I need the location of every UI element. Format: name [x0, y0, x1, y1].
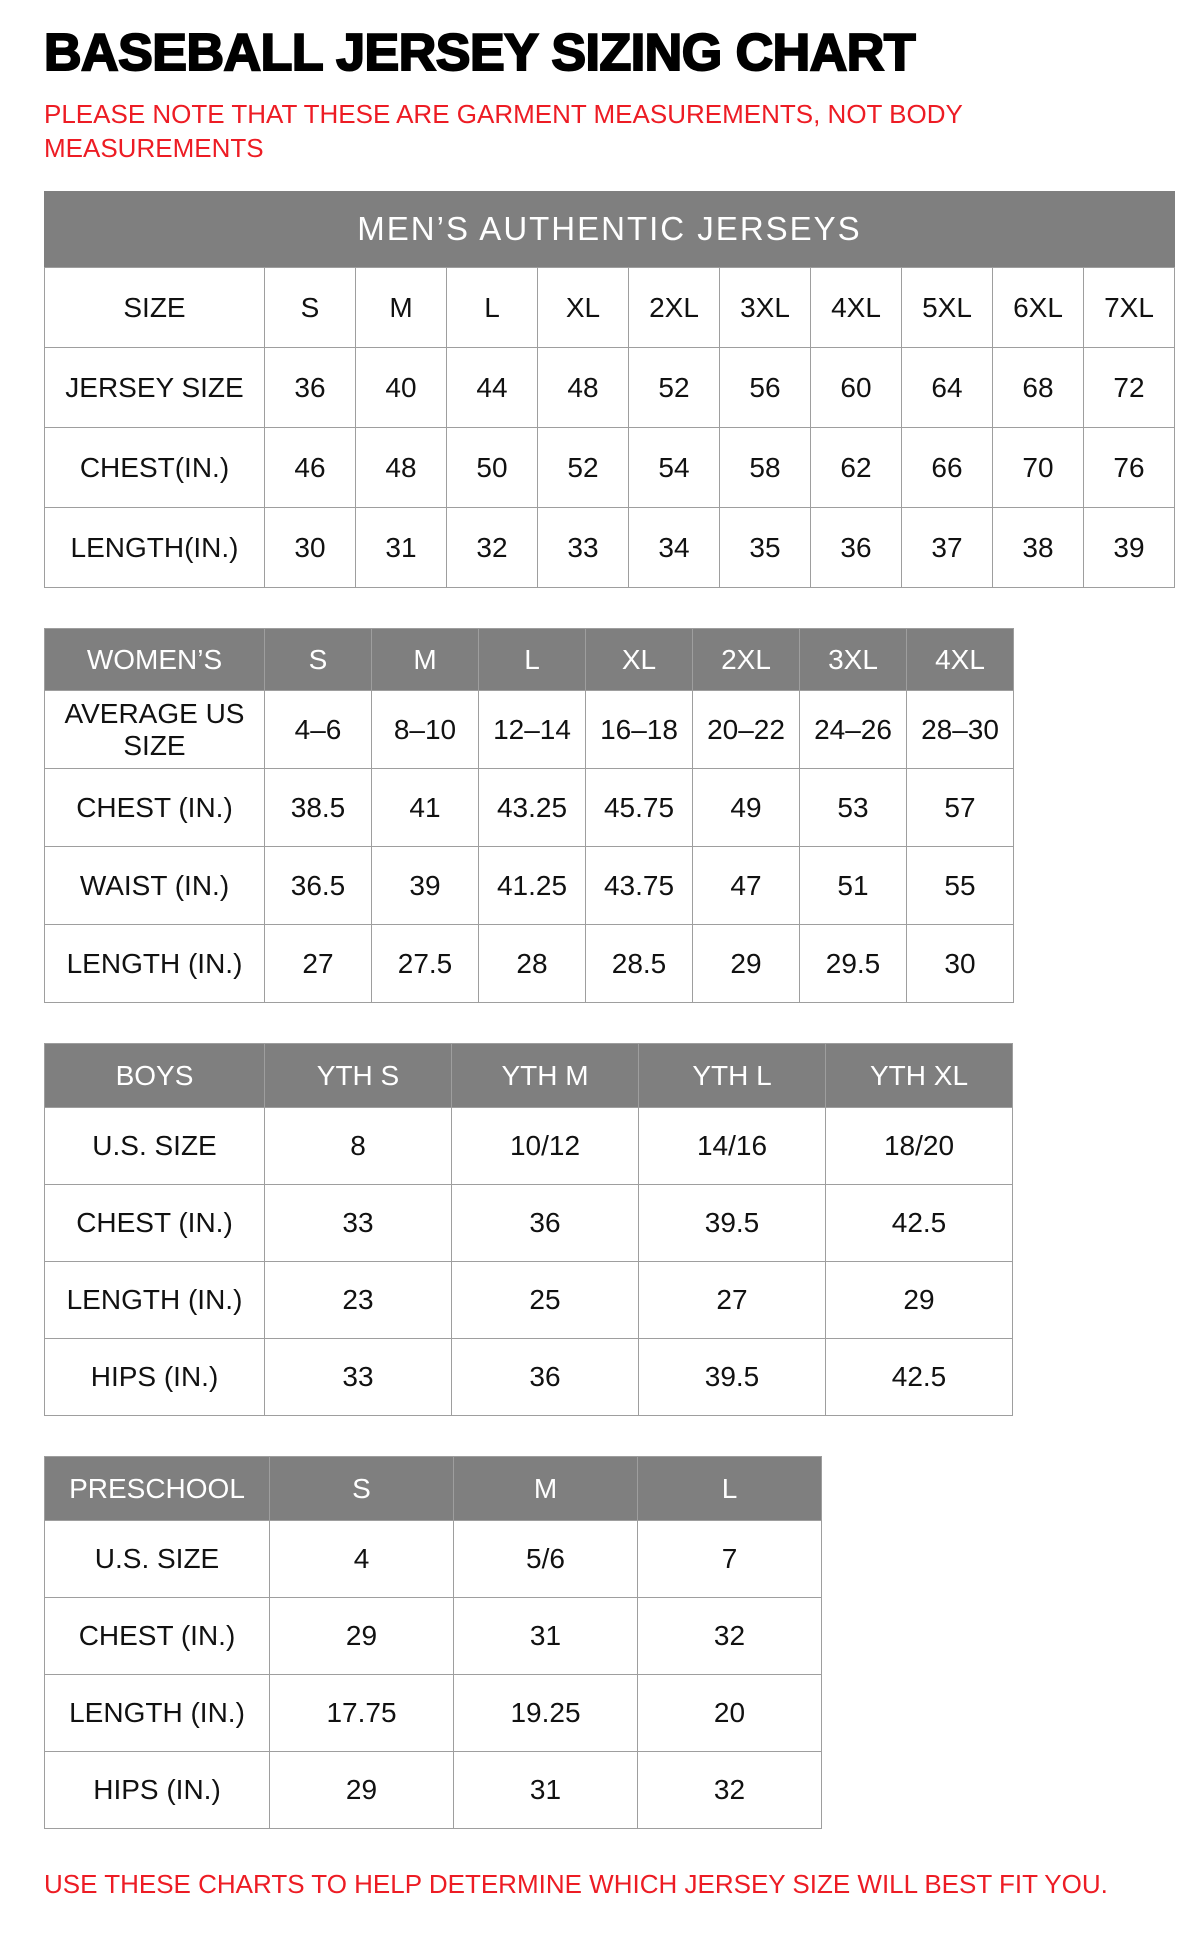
boys-header-cell: YTH M: [452, 1044, 639, 1108]
boys-value-cell: 42.5: [826, 1339, 1013, 1416]
mens-value-cell: 66: [902, 428, 993, 508]
mens-table-row: [45, 508, 1175, 588]
mens-row-label: LENGTH(IN.): [45, 508, 265, 588]
womens-row-label: WAIST (IN.): [45, 847, 265, 925]
boys-table-row: [45, 1185, 1013, 1262]
boys-value-cell: 18/20: [826, 1108, 1013, 1185]
womens-row-label: LENGTH (IN.): [45, 925, 265, 1003]
mens-value-cell: 60: [811, 348, 902, 428]
preschool-value-cell: 31: [454, 1598, 638, 1675]
womens-header-row: [45, 629, 1014, 691]
womens-value-cell: 27: [265, 925, 372, 1003]
boys-header-label: BOYS: [45, 1044, 265, 1108]
womens-header-cell: 4XL: [907, 629, 1014, 691]
boys-jerseys-table: [44, 1043, 1013, 1416]
mens-table-row: [45, 428, 1175, 508]
preschool-table-row: [45, 1752, 822, 1829]
womens-value-cell: 29.5: [800, 925, 907, 1003]
womens-header-cell: L: [479, 629, 586, 691]
mens-table-row: [45, 268, 1175, 348]
mens-row-label: SIZE: [45, 268, 265, 348]
mens-value-cell: 48: [538, 348, 629, 428]
preschool-value-cell: 4: [270, 1521, 454, 1598]
mens-value-cell: 68: [993, 348, 1084, 428]
womens-value-cell: 30: [907, 925, 1014, 1003]
mens-value-cell: M: [356, 268, 447, 348]
womens-value-cell: 43.25: [479, 769, 586, 847]
womens-header-cell: M: [372, 629, 479, 691]
womens-value-cell: 12–14: [479, 691, 586, 769]
womens-value-cell: 47: [693, 847, 800, 925]
womens-header-cell: 3XL: [800, 629, 907, 691]
boys-value-cell: 33: [265, 1185, 452, 1262]
mens-value-cell: 5XL: [902, 268, 993, 348]
boys-table-row: [45, 1108, 1013, 1185]
preschool-value-cell: 20: [638, 1675, 822, 1752]
preschool-header-cell: L: [638, 1457, 822, 1521]
preschool-value-cell: 5/6: [454, 1521, 638, 1598]
mens-value-cell: S: [265, 268, 356, 348]
boys-table-row: [45, 1339, 1013, 1416]
boys-value-cell: 39.5: [639, 1339, 826, 1416]
womens-row-label: AVERAGE US SIZE: [45, 691, 265, 769]
womens-table-row: [45, 769, 1014, 847]
preschool-header-label: PRESCHOOL: [45, 1457, 270, 1521]
preschool-row-label: CHEST (IN.): [45, 1598, 270, 1675]
mens-value-cell: 40: [356, 348, 447, 428]
womens-value-cell: 16–18: [586, 691, 693, 769]
boys-row-label: LENGTH (IN.): [45, 1262, 265, 1339]
mens-sizing-table: [44, 267, 1175, 588]
boys-value-cell: 39.5: [639, 1185, 826, 1262]
mens-value-cell: XL: [538, 268, 629, 348]
preschool-header-row: [45, 1457, 822, 1521]
preschool-value-cell: 17.75: [270, 1675, 454, 1752]
womens-value-cell: 36.5: [265, 847, 372, 925]
boys-value-cell: 29: [826, 1262, 1013, 1339]
preschool-table-row: [45, 1675, 822, 1752]
mens-value-cell: 36: [811, 508, 902, 588]
boys-value-cell: 8: [265, 1108, 452, 1185]
womens-value-cell: 53: [800, 769, 907, 847]
mens-value-cell: 36: [265, 348, 356, 428]
mens-row-label: CHEST(IN.): [45, 428, 265, 508]
mens-row-label: JERSEY SIZE: [45, 348, 265, 428]
mens-value-cell: 32: [447, 508, 538, 588]
womens-value-cell: 39: [372, 847, 479, 925]
mens-value-cell: 54: [629, 428, 720, 508]
preschool-table-row: [45, 1598, 822, 1675]
mens-value-cell: 39: [1084, 508, 1175, 588]
mens-value-cell: 48: [356, 428, 447, 508]
preschool-value-cell: 31: [454, 1752, 638, 1829]
preschool-value-cell: 32: [638, 1598, 822, 1675]
womens-table-row: [45, 691, 1014, 769]
mens-value-cell: 38: [993, 508, 1084, 588]
boys-value-cell: 36: [452, 1185, 639, 1262]
mens-value-cell: 52: [629, 348, 720, 428]
boys-value-cell: 10/12: [452, 1108, 639, 1185]
preschool-value-cell: 29: [270, 1598, 454, 1675]
mens-value-cell: 34: [629, 508, 720, 588]
womens-value-cell: 41.25: [479, 847, 586, 925]
womens-value-cell: 41: [372, 769, 479, 847]
boys-row-label: HIPS (IN.): [45, 1339, 265, 1416]
mens-table-banner: MEN’S AUTHENTIC JERSEYS: [44, 191, 1175, 267]
boys-value-cell: 14/16: [639, 1108, 826, 1185]
mens-value-cell: 50: [447, 428, 538, 508]
womens-value-cell: 43.75: [586, 847, 693, 925]
mens-value-cell: 64: [902, 348, 993, 428]
boys-value-cell: 25: [452, 1262, 639, 1339]
boys-header-row: [45, 1044, 1013, 1108]
womens-header-label: WOMEN’S: [45, 629, 265, 691]
mens-value-cell: 2XL: [629, 268, 720, 348]
boys-table-row: [45, 1262, 1013, 1339]
boys-value-cell: 27: [639, 1262, 826, 1339]
boys-header-cell: YTH XL: [826, 1044, 1013, 1108]
preschool-value-cell: 19.25: [454, 1675, 638, 1752]
womens-table-row: [45, 925, 1014, 1003]
mens-value-cell: 37: [902, 508, 993, 588]
preschool-table-row: [45, 1521, 822, 1598]
womens-value-cell: 27.5: [372, 925, 479, 1003]
mens-value-cell: 4XL: [811, 268, 902, 348]
womens-header-cell: XL: [586, 629, 693, 691]
womens-value-cell: 28.5: [586, 925, 693, 1003]
womens-jerseys-table: [44, 628, 1014, 1003]
preschool-row-label: LENGTH (IN.): [45, 1675, 270, 1752]
mens-value-cell: 44: [447, 348, 538, 428]
mens-value-cell: 35: [720, 508, 811, 588]
mens-value-cell: 31: [356, 508, 447, 588]
womens-value-cell: 24–26: [800, 691, 907, 769]
page-title: BASEBALL JERSEY SIZING CHART: [44, 24, 916, 82]
mens-value-cell: 46: [265, 428, 356, 508]
mens-value-cell: L: [447, 268, 538, 348]
preschool-row-label: U.S. SIZE: [45, 1521, 270, 1598]
womens-header-cell: 2XL: [693, 629, 800, 691]
boys-header-cell: YTH L: [639, 1044, 826, 1108]
mens-value-cell: 33: [538, 508, 629, 588]
preschool-value-cell: 29: [270, 1752, 454, 1829]
mens-value-cell: 6XL: [993, 268, 1084, 348]
womens-value-cell: 28: [479, 925, 586, 1003]
mens-value-cell: 58: [720, 428, 811, 508]
womens-value-cell: 4–6: [265, 691, 372, 769]
preschool-value-cell: 32: [638, 1752, 822, 1829]
womens-header-cell: S: [265, 629, 372, 691]
womens-value-cell: 28–30: [907, 691, 1014, 769]
mens-value-cell: 3XL: [720, 268, 811, 348]
mens-value-cell: 76: [1084, 428, 1175, 508]
boys-row-label: CHEST (IN.): [45, 1185, 265, 1262]
mens-value-cell: 56: [720, 348, 811, 428]
boys-value-cell: 23: [265, 1262, 452, 1339]
womens-value-cell: 57: [907, 769, 1014, 847]
mens-value-cell: 30: [265, 508, 356, 588]
womens-value-cell: 45.75: [586, 769, 693, 847]
preschool-header-cell: M: [454, 1457, 638, 1521]
preschool-value-cell: 7: [638, 1521, 822, 1598]
mens-value-cell: 52: [538, 428, 629, 508]
boys-value-cell: 42.5: [826, 1185, 1013, 1262]
mens-value-cell: 7XL: [1084, 268, 1175, 348]
boys-row-label: U.S. SIZE: [45, 1108, 265, 1185]
womens-value-cell: 29: [693, 925, 800, 1003]
boys-sizing-table: [44, 1043, 1013, 1416]
preschool-jerseys-table: [44, 1456, 822, 1829]
womens-value-cell: 55: [907, 847, 1014, 925]
sizing-chart-page: [44, 26, 1180, 1900]
mens-authentic-jerseys-table: [44, 191, 1175, 588]
womens-value-cell: 49: [693, 769, 800, 847]
womens-table-row: [45, 847, 1014, 925]
mens-value-cell: 72: [1084, 348, 1175, 428]
womens-sizing-table: [44, 628, 1014, 1003]
womens-value-cell: 38.5: [265, 769, 372, 847]
womens-value-cell: 51: [800, 847, 907, 925]
preschool-header-cell: S: [270, 1457, 454, 1521]
boys-value-cell: 36: [452, 1339, 639, 1416]
mens-value-cell: 70: [993, 428, 1084, 508]
boys-header-cell: YTH S: [265, 1044, 452, 1108]
footer-note: USE THESE CHARTS TO HELP DETERMINE WHICH JERSEY SIZE WILL BEST FIT YOU.: [44, 1869, 1108, 1900]
mens-value-cell: 62: [811, 428, 902, 508]
mens-table-row: [45, 348, 1175, 428]
preschool-row-label: HIPS (IN.): [45, 1752, 270, 1829]
garment-measurement-note: PLEASE NOTE THAT THESE ARE GARMENT MEASUREMENTS, NOT BODY MEASUREMENTS: [44, 98, 963, 163]
boys-value-cell: 33: [265, 1339, 452, 1416]
womens-row-label: CHEST (IN.): [45, 769, 265, 847]
preschool-sizing-table: [44, 1456, 822, 1829]
womens-value-cell: 8–10: [372, 691, 479, 769]
womens-value-cell: 20–22: [693, 691, 800, 769]
